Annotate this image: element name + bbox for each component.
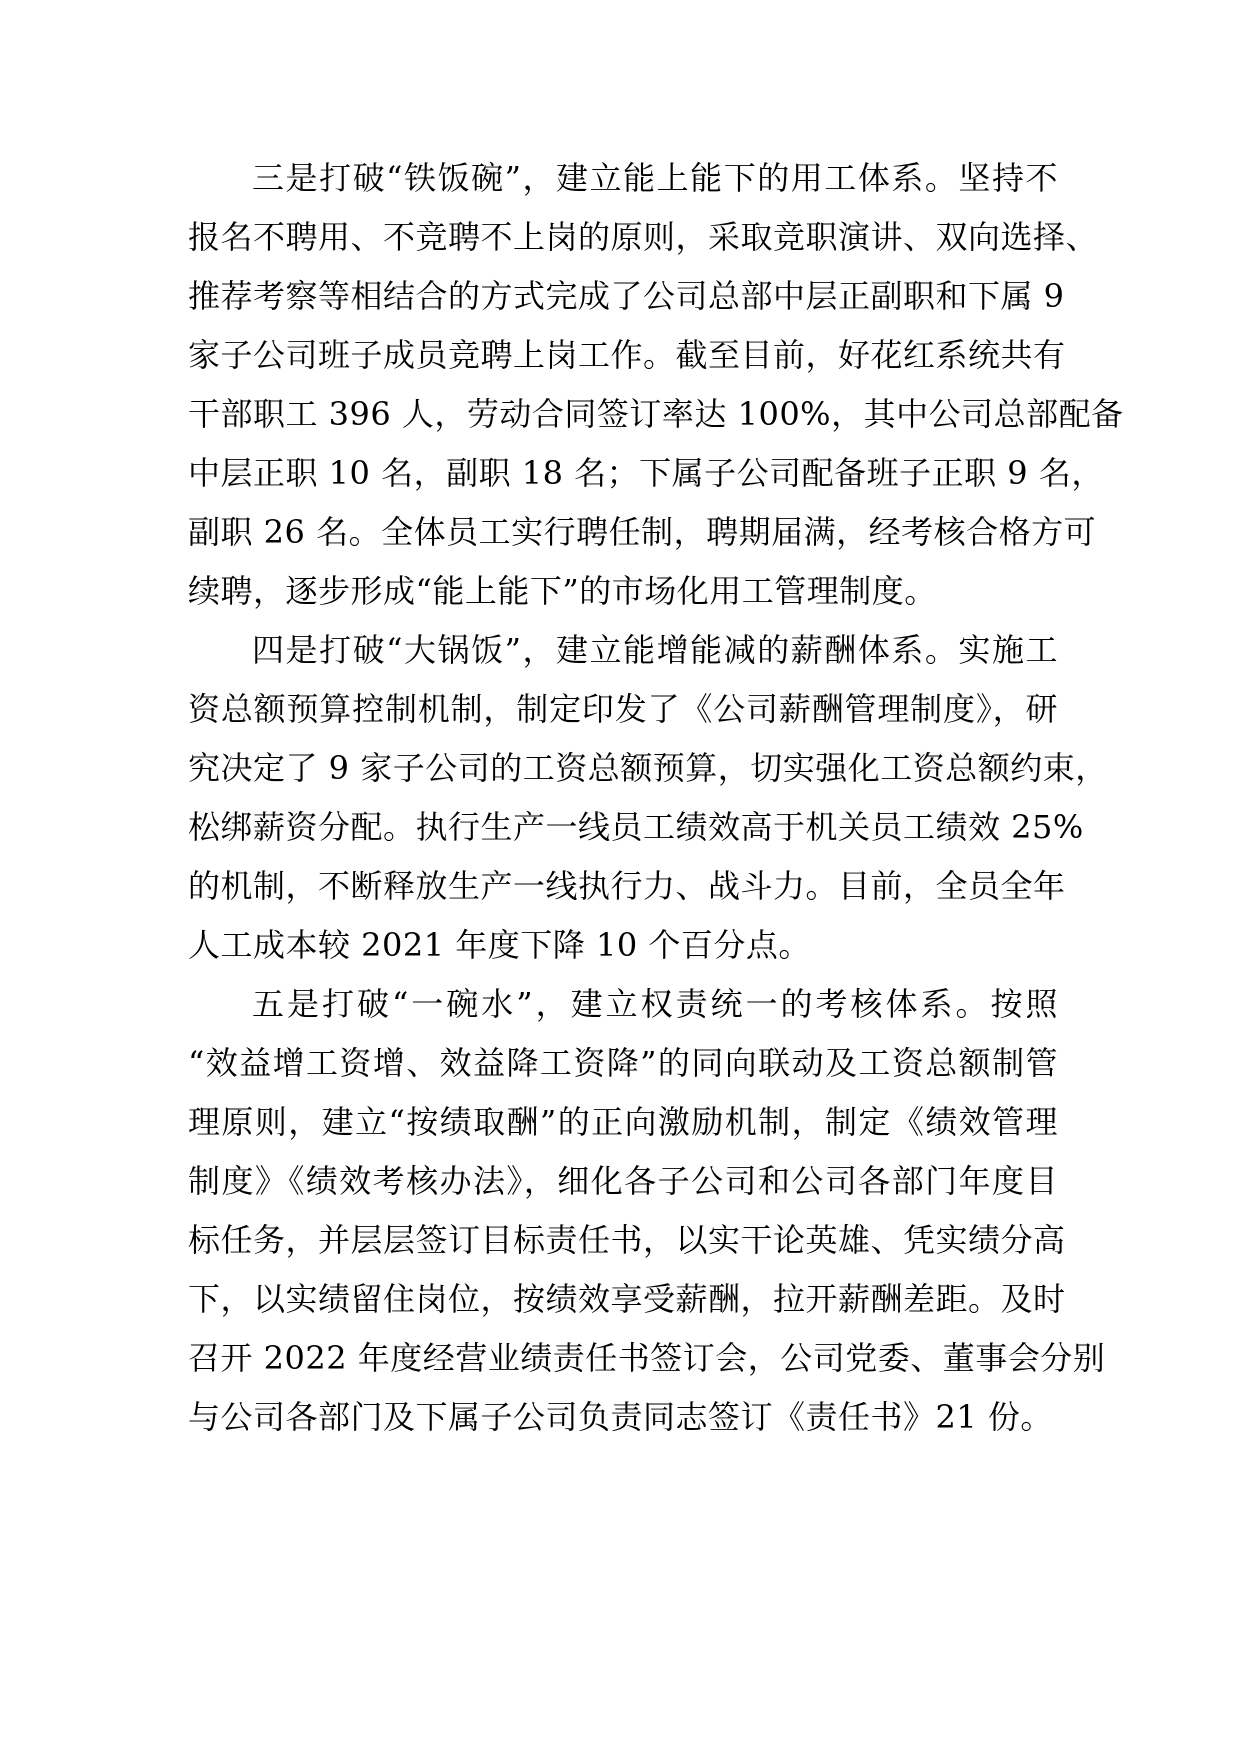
paragraph-3-line-4: 制度》《绩效考核办法》，细化各子公司和公司各部门年度目 [188, 1162, 1058, 1200]
paragraph-1-line-4: 家子公司班子成员竞聘上岗工作。截至目前，好花红系统共有 [188, 336, 1066, 374]
paragraph-3-line-3: 理原则，建立“按绩取酬”的正向激励机制，制定《绩效管理 [188, 1103, 1058, 1141]
paragraph-3-line-7: 召开 2022 年度经营业绩责任书签订会，公司党委、董事会分别 [188, 1339, 1106, 1377]
paragraph-3-line-8: 与公司各部门及下属子公司负责同志签订《责任书》21 份。 [188, 1398, 1053, 1436]
paragraph-2-line-2: 资总额预算控制机制，制定印发了《公司薪酬管理制度》，研 [188, 690, 1058, 728]
paragraph-2-line-6: 人工成本较 2021 年度下降 10 个百分点。 [188, 926, 811, 964]
paragraph-3-line-5: 标任务，并层层签订目标责任书，以实干论英雄、凭实绩分高 [188, 1221, 1066, 1259]
paragraph-1-line-3: 推荐考察等相结合的方式完成了公司总部中层正副职和下属 9 [188, 277, 1065, 315]
paragraph-2-line-4: 松绑薪资分配。执行生产一线员工绩效高于机关员工绩效 25% [188, 808, 1084, 846]
paragraph-3-line-2: “效益增工资增、效益降工资降”的同向联动及工资总额制管 [188, 1044, 1058, 1082]
paragraph-1-line-6: 中层正职 10 名，副职 18 名；下属子公司配备班子正职 9 名， [188, 454, 1104, 492]
paragraph-2-line-1: 四是打破“大锅饭”，建立能增能减的薪酬体系。实施工 [252, 631, 1058, 669]
paragraph-3-line-6: 下，以实绩留住岗位，按绩效享受薪酬，拉开薪酬差距。及时 [188, 1280, 1066, 1318]
paragraph-2-line-5: 的机制，不断释放生产一线执行力、战斗力。目前，全员全年 [188, 867, 1066, 905]
paragraph-3-line-1: 五是打破“一碗水”，建立权责统一的考核体系。按照 [252, 985, 1058, 1023]
paragraph-1-line-5: 干部职工 396 人，劳动合同签订率达 100%，其中公司总部配备 [188, 395, 1124, 433]
paragraph-1-line-2: 报名不聘用、不竞聘不上岗的原则，采取竞职演讲、双向选择、 [188, 218, 1099, 256]
paragraph-2-line-3: 究决定了 9 家子公司的工资总额预算，切实强化工资总额约束， [188, 749, 1108, 787]
paragraph-1-line-7: 副职 26 名。全体员工实行聘任制，聘期届满，经考核合格方可 [188, 513, 1097, 551]
paragraph-1-line-8: 续聘，逐步形成“能上能下”的市场化用工管理制度。 [188, 572, 937, 610]
paragraph-1-line-1: 三是打破“铁饭碗”，建立能上能下的用工体系。坚持不 [252, 159, 1058, 197]
